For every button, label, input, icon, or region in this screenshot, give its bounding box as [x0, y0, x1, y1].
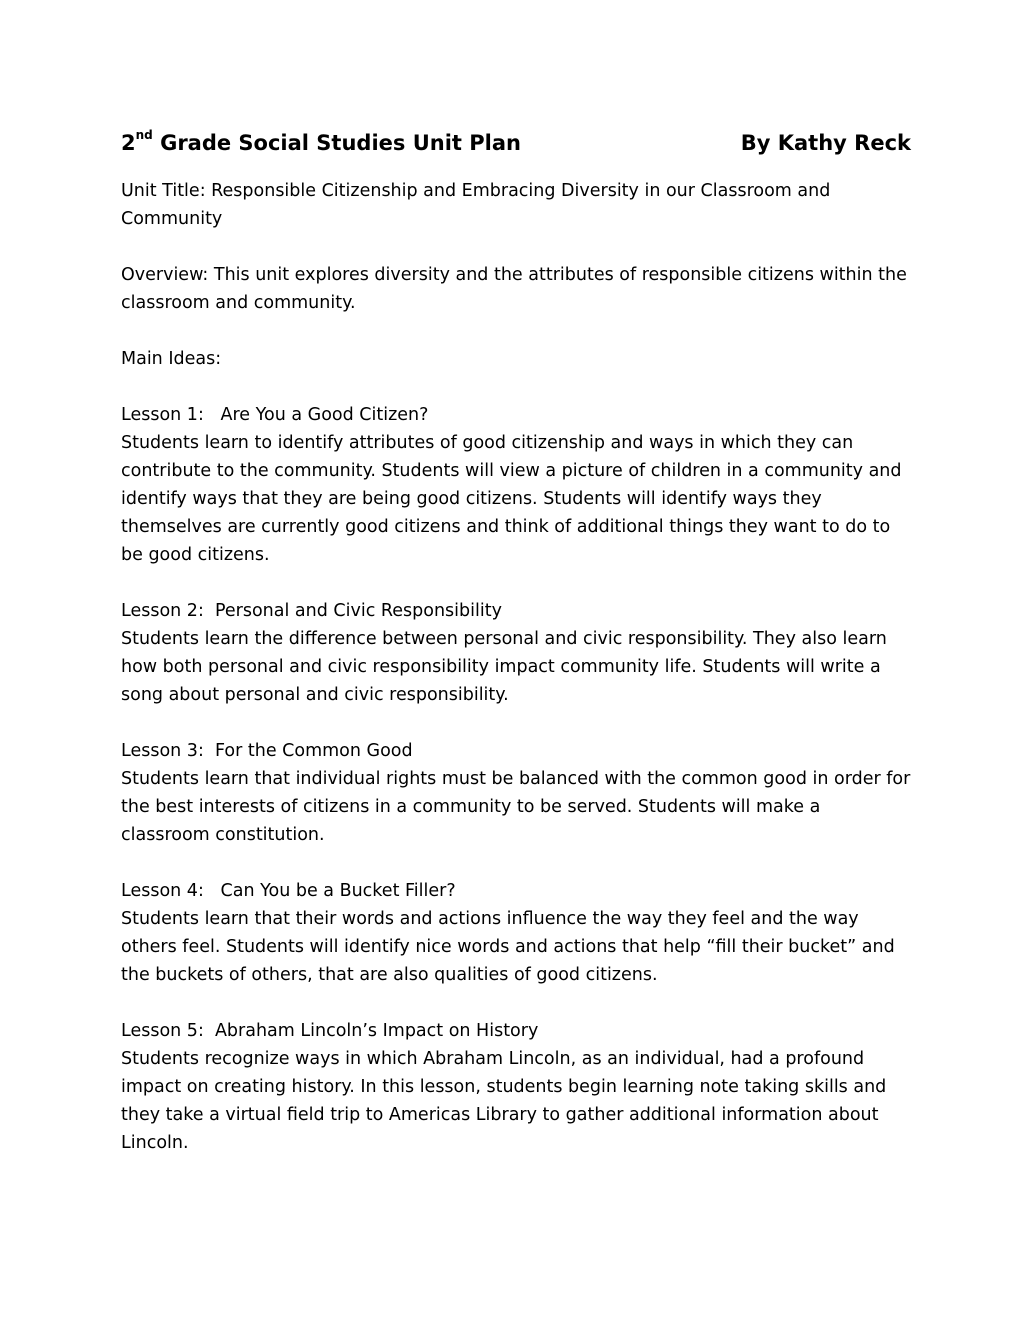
document-page — [121, 120, 911, 1185]
lesson-body: Students learn that their words and actions influence the way they feel and the way others feel. Students will identify nice words and actions that help “fill their bucket” and the buckets of others, that are also qualities of good citizens. — [121, 909, 895, 985]
document-header — [121, 120, 911, 161]
grade-suffix: nd — [135, 128, 153, 142]
title-text: Grade Social Studies Unit Plan — [152, 131, 521, 155]
lesson-5 — [121, 1017, 911, 1157]
grade-number: 2 — [121, 131, 136, 155]
lesson-4 — [121, 877, 911, 989]
lesson-title: Lesson 1: Are You a Good Citizen? — [121, 405, 429, 425]
lesson-body: Students learn to identify attributes of good citizenship and ways in which they can contribute to the community. Students will view a picture of children in a community and identify ways that they are being good citizens. Students will identify ways they themselves are currently good citizens and think of additional things they want to do to be good citizens. — [121, 433, 902, 565]
lesson-title: Lesson 4: Can You be a Bucket Filler? — [121, 881, 456, 901]
lesson-body: Students learn that individual rights must be balanced with the common good in order for the best interests of citizens in a community to be served. Students will make a classroom constitution. — [121, 769, 911, 845]
lesson-3 — [121, 737, 911, 849]
author-byline: By Kathy Reck — [740, 131, 911, 155]
overview: Overview: This unit explores diversity and the attributes of responsible citizens within the classroom and community. — [121, 265, 907, 313]
document-title — [121, 120, 521, 161]
lesson-1 — [121, 401, 911, 569]
lesson-title: Lesson 2: Personal and Civic Responsibility — [121, 601, 502, 621]
main-ideas-label: Main Ideas: — [121, 349, 222, 369]
lesson-title: Lesson 5: Abraham Lincoln’s Impact on History — [121, 1021, 539, 1041]
lesson-body: Students learn the difference between personal and civic responsibility. They also learn how both personal and civic responsibility impact community life. Students will write a song about personal and civic responsibility. — [121, 629, 887, 705]
unit-title: Unit Title: Responsible Citizenship and Embracing Diversity in our Classroom and Community — [121, 181, 831, 229]
lesson-body: Students recognize ways in which Abraham Lincoln, as an individual, had a profound impact on creating history. In this lesson, students begin learning note taking skills and they take a virtual field trip to Americas Library to gather additional information about Lincoln. — [121, 1049, 887, 1153]
lesson-2 — [121, 597, 911, 709]
lesson-title: Lesson 3: For the Common Good — [121, 741, 413, 761]
